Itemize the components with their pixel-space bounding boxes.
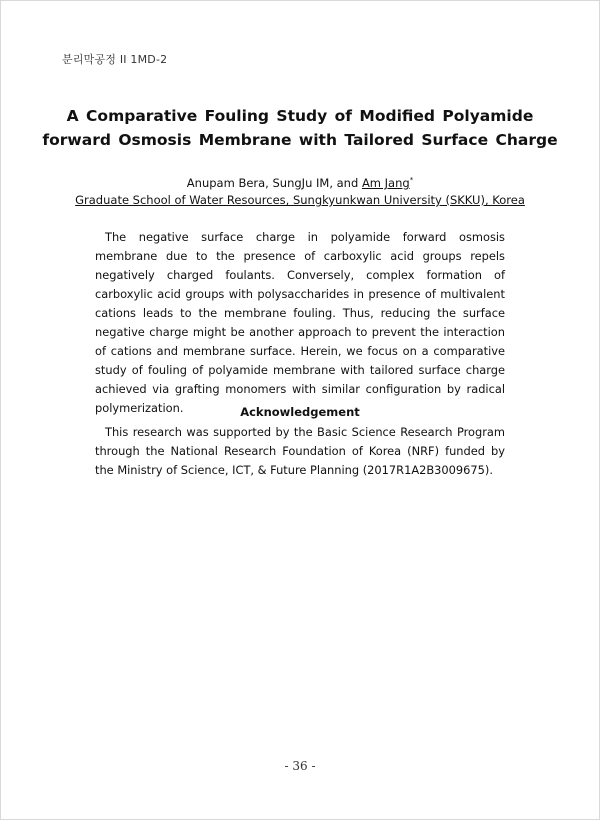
affiliation: Graduate School of Water Resources, Sungkyunkwan University (SKKU), Korea — [75, 193, 525, 207]
abstract-text: The negative surface charge in polyamide forward osmosis membrane due to the presence of carboxylic acid groups repels negatively charged foulants. Conversely, complex formation of carboxylic acid groups with polysaccharides in presence of multivalent cations leads to the membrane fouling. Thus, reducing the surface negative charge might be another approach to prevent the interaction of cations and membrane surface. Herein, we focus on a comparative study of fouling of polyamide membrane with tailored surface charge achieved via grafting monomers with similar configuration by radical polymerization. — [95, 230, 505, 415]
acknowledgement-text: This research was supported by the Basic Science Research Program through the National Research Foundation of Korea (NRF) funded by the Ministry of Science, ICT, & Future Planning (2017R1A2B3009675). — [95, 425, 505, 477]
paper-title — [0, 104, 600, 152]
author-list — [0, 176, 600, 190]
corresponding-mark: * — [409, 176, 414, 185]
session-label: 분리막공정 II 1MD-2 — [62, 53, 168, 66]
page-number: - 36 - — [284, 759, 316, 773]
acknowledgement-heading: Acknowledgement — [240, 405, 360, 419]
title-line-2: forward Osmosis Membrane with Tailored Surface Charge — [42, 131, 558, 149]
authors-names: Anupam Bera, SungJu IM, and — [186, 176, 362, 190]
corresponding-author: Am Jang — [361, 176, 410, 190]
title-line-1: A Comparative Fouling Study of Modified Polyamide — [66, 107, 534, 125]
